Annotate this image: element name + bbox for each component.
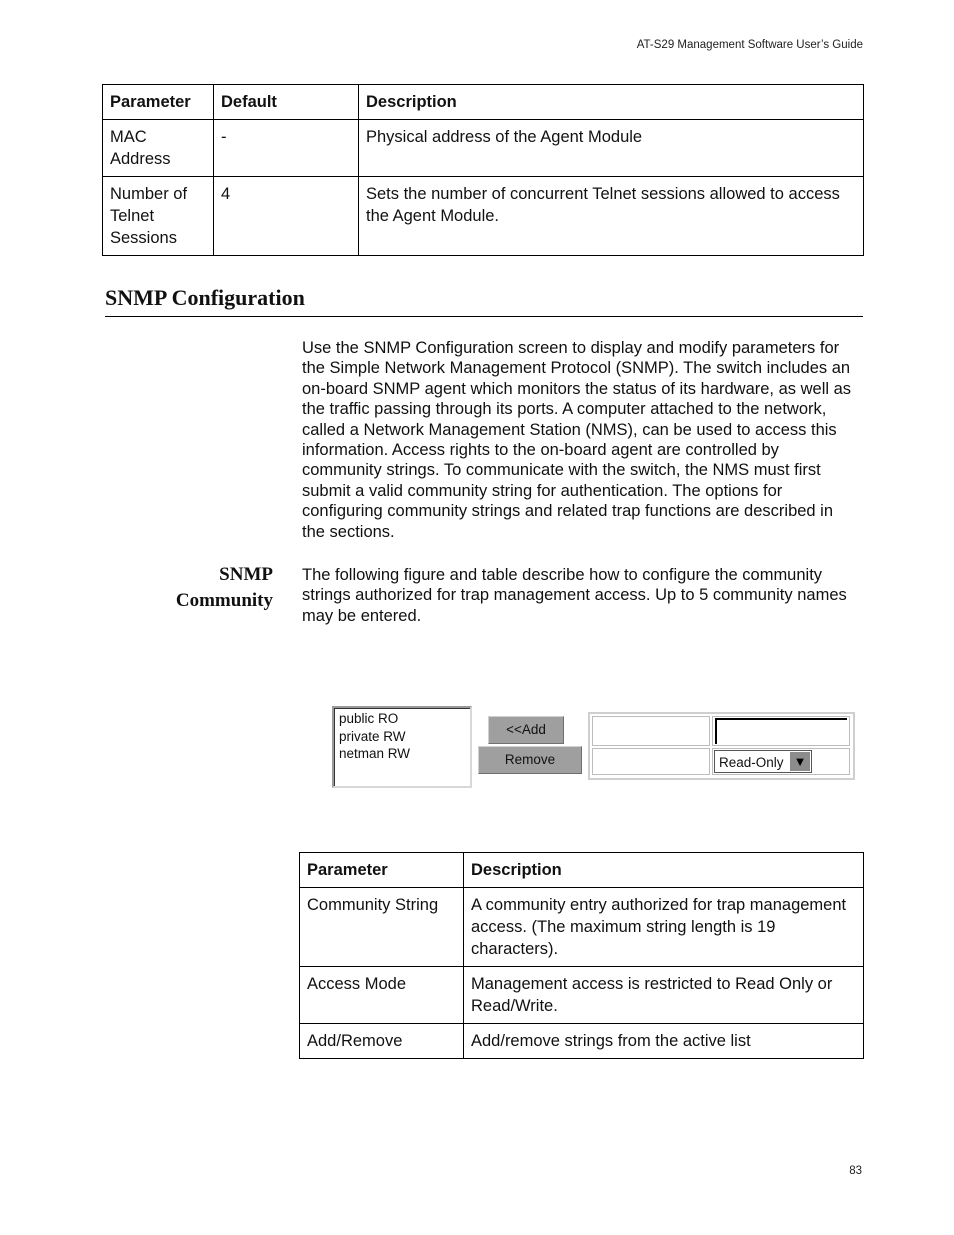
subsection-heading-line: SNMP (219, 564, 273, 585)
remove-button[interactable]: Remove (478, 746, 582, 774)
table-header-row (300, 853, 864, 888)
page-number: 83 (849, 1165, 862, 1177)
column-header: Default (214, 85, 359, 120)
table-cell: Add/remove strings from the active list (464, 1024, 864, 1059)
table-cell: A community entry authorized for trap management access. (The maximum string length is 19 characters). (464, 888, 864, 967)
column-header: Parameter (300, 853, 464, 888)
section-title: SNMP Configuration (105, 285, 863, 317)
table-header-row (103, 85, 864, 120)
table-cell: Access Mode (300, 967, 464, 1024)
access-mode-select[interactable] (714, 750, 812, 773)
add-button[interactable]: <<Add (488, 716, 564, 744)
table-row (103, 120, 864, 177)
column-header: Parameter (103, 85, 214, 120)
access-mode-value: Read-Only (719, 755, 784, 770)
community-string-input[interactable] (715, 718, 847, 744)
table-row (300, 1024, 864, 1059)
community-paragraph: The following figure and table describe how to configure the community strings authorized for trap management access. Up to 5 community names may be entered. (302, 566, 847, 625)
table-cell: Community String (300, 888, 464, 967)
table-cell: Management access is restricted to Read Only or Read/Write. (464, 967, 864, 1024)
table-cell: Physical address of the Agent Module (359, 120, 864, 177)
table-row (300, 967, 864, 1024)
list-item[interactable]: netman RW (339, 746, 411, 761)
table-cell: Sets the number of concurrent Telnet sessions allowed to access the Agent Module. (359, 177, 864, 256)
community-list[interactable] (332, 706, 472, 788)
subsection-heading (176, 562, 273, 614)
page-header: AT-S29 Management Software User’s Guide (636, 39, 863, 51)
column-header: Description (464, 853, 864, 888)
table-row (103, 177, 864, 256)
column-header: Description (359, 85, 864, 120)
table-cell: Number of Telnet Sessions (103, 177, 214, 256)
table-cell: - (214, 120, 359, 177)
parameter-table-community (299, 852, 864, 1059)
intro-paragraph: Use the SNMP Configuration screen to display and modify parameters for the Simple Network Management Protocol (SNMP). The switch includes an on-board SNMP agent which monitors the status of its hardware, as well as the traffic passing through its ports. A computer attached to the network, called a Network Management Station (NMS), can be used to access this information. Access rights to the on-board agent are controlled by community strings. To communicate with the switch, the NMS must first submit a valid community string for authentication. The options for configuring community strings and related trap functions are described in the sections. (302, 339, 852, 541)
list-item[interactable]: private RW (339, 728, 406, 744)
table-cell: MAC Address (103, 120, 214, 177)
table-row (300, 888, 864, 967)
parameter-table-top (102, 84, 864, 256)
chevron-down-icon[interactable]: ▼ (790, 752, 810, 771)
subsection-heading-line: Community (175, 590, 273, 611)
table-cell: 4 (214, 177, 359, 256)
community-form (588, 712, 855, 780)
table-cell: Add/Remove (300, 1024, 464, 1059)
form-input-cell (712, 716, 850, 746)
form-label-cell (592, 716, 710, 746)
form-label-cell (592, 748, 710, 775)
list-item[interactable]: public RO (339, 711, 399, 726)
form-select-cell (712, 748, 850, 775)
